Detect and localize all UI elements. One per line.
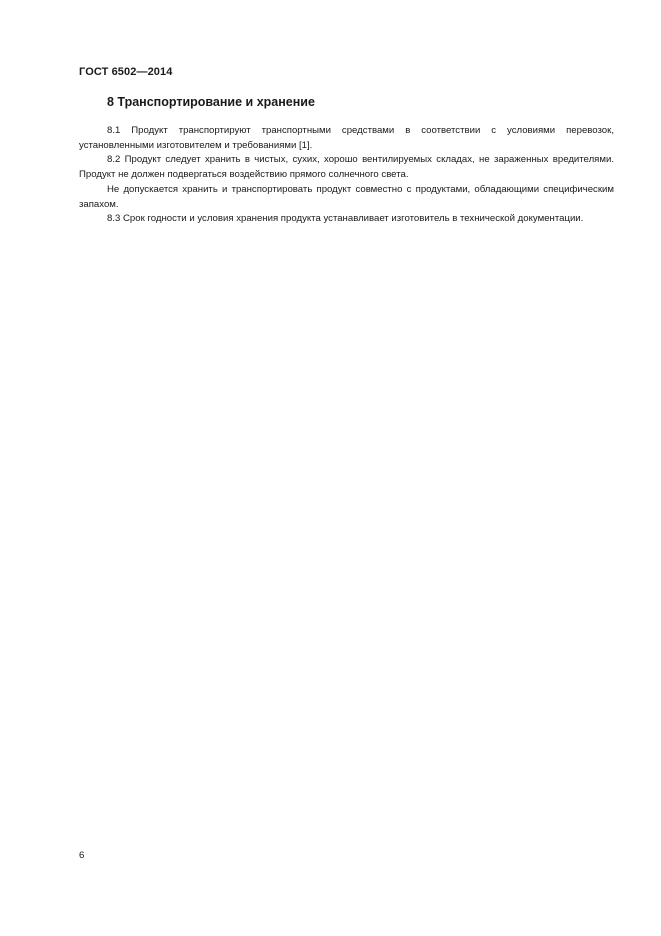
paragraph-8-2: 8.2 Продукт следует хранить в чистых, сухих, хорошо вентилируемых складах, не зараженных вредителями. Продукт не должен подвергаться воздействию прямого солнечного света.: [79, 154, 614, 181]
paragraph-8-2-continued: Не допускается хранить и транспортировать продукт совместно с продуктами, обладающими специфическим запахом.: [79, 183, 614, 210]
section-body: [79, 124, 614, 227]
section-title: 8 Транспортирование и хранение: [107, 95, 315, 109]
document-code: ГОСТ 6502—2014: [79, 66, 173, 78]
paragraph-8-3: 8.3 Срок годности и условия хранения продукта устанавливает изготовитель в технической документации.: [107, 213, 584, 225]
page-number: 6: [79, 850, 85, 861]
paragraph-8-1: 8.1 Продукт транспортируют транспортными средствами в соответствии с условиями перевозок, установленными изготовителем и требованиями [1].: [79, 125, 614, 151]
